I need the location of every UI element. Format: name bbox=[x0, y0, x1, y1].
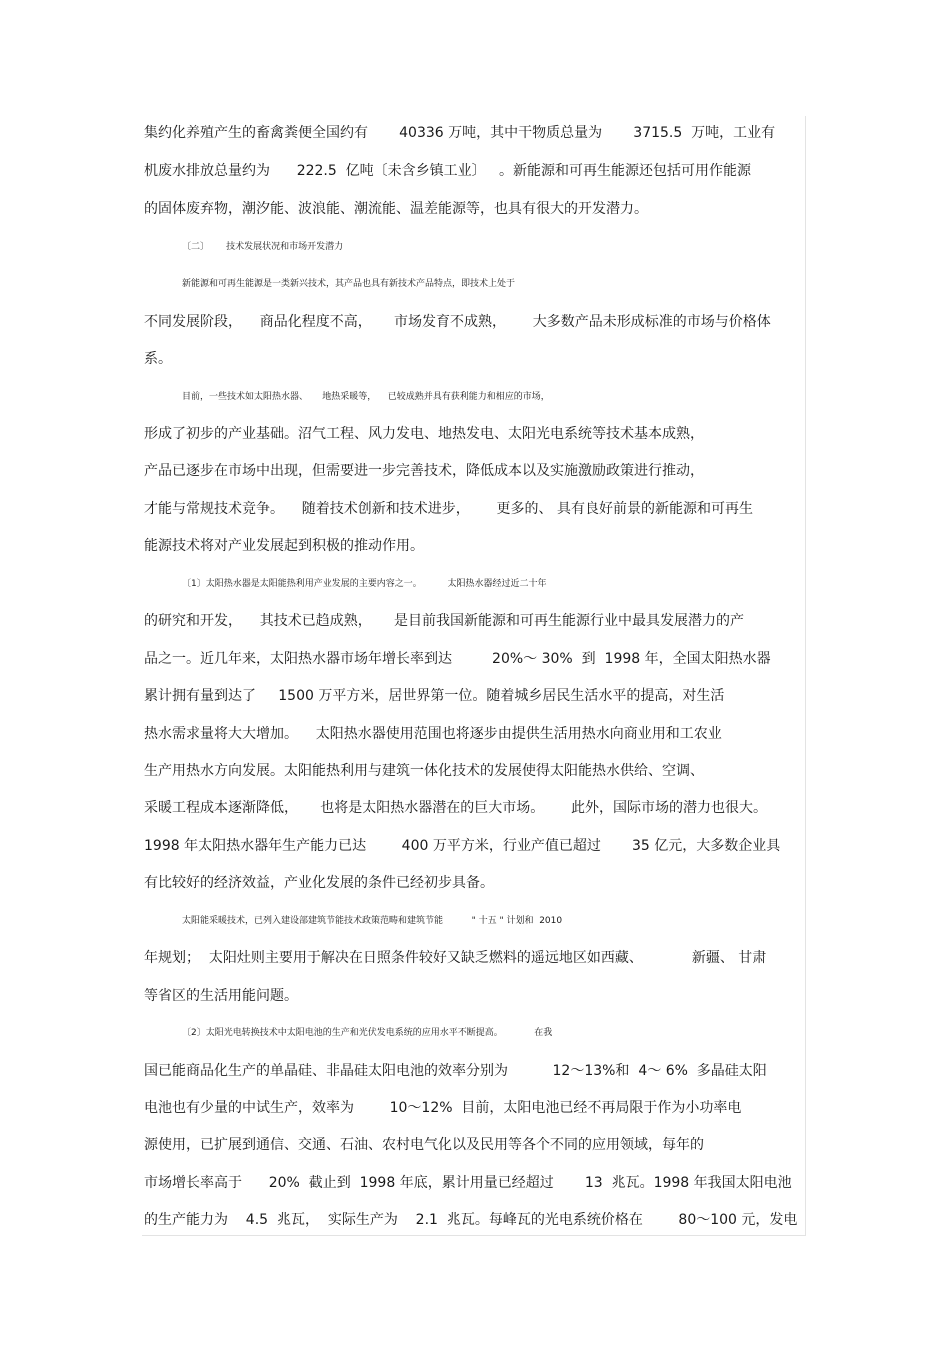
text-line: 不同发展阶段， 商品化程度不高， 市场发育不成熟， 大多数产品未形成标准的市场与价格体 bbox=[144, 314, 771, 330]
text-line: 等省区的生活用能问题。 bbox=[144, 988, 298, 1004]
text-line: 的研究和开发， 其技术已趋成熟， 是目前我国新能源和可再生能源行业中最具发展潜力的产 bbox=[144, 613, 745, 629]
text-line: 系。 bbox=[144, 351, 172, 367]
text-line: 电池也有少量的中试生产，效率为 10～12% 目前，太阳电池已经不再局限于作为小功率电 bbox=[144, 1100, 742, 1116]
text-line: 目前，一些技术如太阳热水器、 地热采暖等， 已较成熟并具有获利能力和相应的市场， bbox=[182, 392, 550, 402]
text-line: 市场增长率高于 20% 截止到 1998 年底，累计用量已经超过 13 兆瓦。1998 年我国太阳电池 bbox=[144, 1175, 792, 1191]
text-line: 机废水排放总量约为 222.5 亿吨〔未含乡镇工业〕 。新能源和可再生能源还包括可用作能源 bbox=[144, 163, 752, 179]
text-line: 年规划； 太阳灶则主要用于解决在日照条件较好又缺乏燃料的遥远地区如西藏、 新疆、 甘肃 bbox=[144, 950, 767, 966]
text-line: 太阳能采暖技术，已列入建设部建筑节能技术政策范畴和建筑节能 " 十五 " 计划和 2010 bbox=[182, 916, 563, 926]
text-line: 热水需求量将大大增加。 太阳热水器使用范围也将逐步由提供生活用热水向商业用和工农业 bbox=[144, 726, 722, 742]
text-line: 产品已逐步在市场中出现，但需要进一步完善技术，降低成本以及实施激励政策进行推动， bbox=[144, 463, 704, 479]
text-line: 生产用热水方向发展。太阳能热利用与建筑一体化技术的发展使得太阳能热水供给、空调、 bbox=[144, 763, 704, 779]
text-line: 源使用，已扩展到通信、交通、石油、农村电气化以及民用等各个不同的应用领域，每年的 bbox=[144, 1137, 704, 1153]
text-line: 有比较好的经济效益，产业化发展的条件已经初步具备。 bbox=[144, 875, 494, 891]
text-line: 品之一。近几年来，太阳热水器市场年增长率到达 20%～ 30% 到 1998 年，全国太阳热水器 bbox=[144, 651, 771, 667]
text-line: 〔2〕太阳光电转换技术中太阳电池的生产和光伏发电系统的应用水平不断提高。 在我 bbox=[182, 1028, 553, 1038]
text-line: 〔1〕太阳热水器是太阳能热利用产业发展的主要内容之一。 太阳热水器经过近二十年 bbox=[182, 579, 547, 589]
text-line: 能源技术将对产业发展起到积极的推动作用。 bbox=[144, 538, 424, 554]
text-line: 的生产能力为 4.5 兆瓦， 实际生产为 2.1 兆瓦。每峰瓦的光电系统价格在 80～100 元，发电 bbox=[144, 1212, 798, 1228]
text-line: 集约化养殖产生的畜禽粪便全国约有 40336 万吨，其中干物质总量为 3715.5 万吨，工业有 bbox=[144, 125, 776, 141]
text-line: 才能与常规技术竞争。 随着技术创新和技术进步， 更多的、 具有良好前景的新能源和可再生 bbox=[144, 501, 753, 517]
text-line: 累计拥有量到达了 1500 万平方米，居世界第一位。随着城乡居民生活水平的提高，对生活 bbox=[144, 688, 725, 704]
text-line: 国已能商品化生产的单晶硅、非晶硅太阳电池的效率分别为 12～13%和 4～ 6% 多晶硅太阳 bbox=[144, 1063, 767, 1079]
text-line: 新能源和可再生能源是一类新兴技术，其产品也具有新技术产品特点，即技术上处于 bbox=[182, 279, 516, 289]
text-line: 形成了初步的产业基础。沼气工程、风力发电、地热发电、太阳光电系统等技术基本成熟， bbox=[144, 426, 704, 442]
section-heading: 〔二〕 技术发展状况和市场开发潜力 bbox=[182, 242, 344, 252]
text-line: 1998 年太阳热水器年生产能力已达 400 万平方米，行业产值已超过 35 亿元，大多数企业具 bbox=[144, 838, 781, 854]
text-line: 的固体废弃物，潮汐能、波浪能、潮流能、温差能源等，也具有很大的开发潜力。 bbox=[144, 201, 648, 217]
text-line: 采暖工程成本逐渐降低， 也将是太阳热水器潜在的巨大市场。 此外，国际市场的潜力也很大。 bbox=[144, 800, 767, 816]
